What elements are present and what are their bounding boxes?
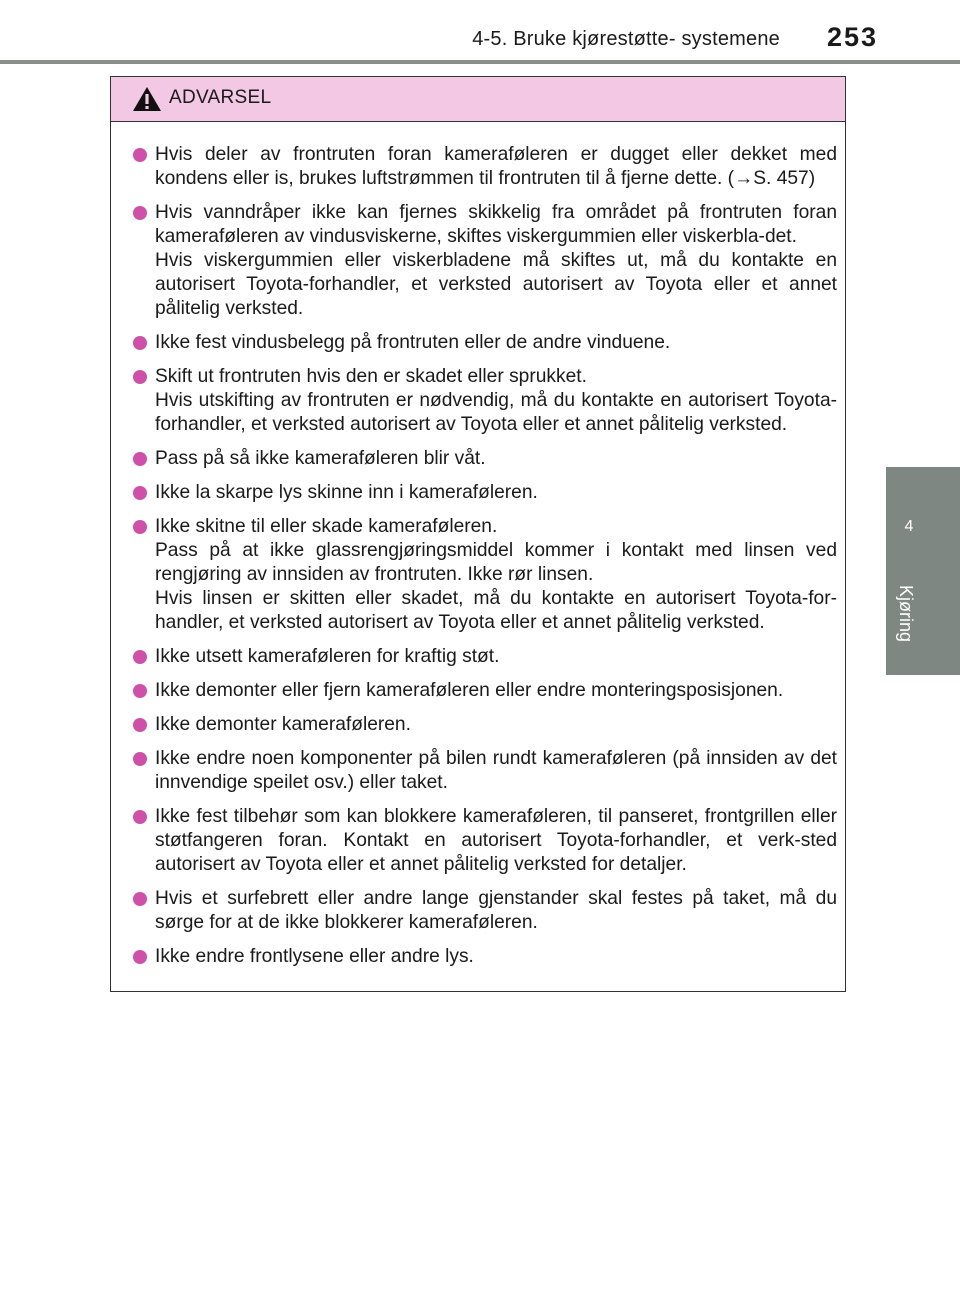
warning-label: ADVARSEL	[169, 87, 272, 108]
warning-text: Ikke fest tilbehør som kan blokkere kameraføleren, til panseret, frontgrillen eller støtfangeren foran. Kontakt en autorisert Toyota-forhandler, et verk-sted autorisert av Toyota eller et annet pålitelig verksted for detaljer.	[155, 806, 837, 875]
warning-item	[111, 945, 837, 969]
warning-text: Hvis linsen er skitten eller skadet, må du kontakte en autorisert Toyota-for-handler, et verksted autorisert av Toyota eller et annet pålitelig verksted.	[155, 588, 837, 633]
warning-text: Hvis viskergummien eller viskerbladene må skiftes ut, må du kontakte en autorisert Toyota-forhandler, et verksted autorisert av Toyota eller et annet pålitelig verksted.	[155, 250, 837, 319]
bullet-icon	[133, 452, 147, 466]
warning-item	[111, 447, 837, 471]
warning-text: Ikke utsett kameraføleren for kraftig støt.	[155, 646, 500, 667]
bullet-icon	[133, 950, 147, 964]
warning-item	[111, 887, 837, 935]
bullet-icon	[133, 684, 147, 698]
warning-text: Ikke la skarpe lys skinne inn i kameraføleren.	[155, 482, 538, 503]
warning-list	[111, 122, 845, 969]
bullet-icon	[133, 520, 147, 534]
warning-item	[111, 645, 837, 669]
bullet-icon	[133, 336, 147, 350]
section-title: 4-5. Bruke kjørestøtte- systemene	[472, 28, 780, 50]
warning-text: Hvis vanndråper ikke kan fjernes skikkelig fra området på frontruten foran kameraføleren av vindusviskerne, skiftes viskergummien eller viskerbla-det.	[155, 202, 837, 247]
warning-item	[111, 805, 837, 877]
bullet-icon	[133, 148, 147, 162]
bullet-icon	[133, 718, 147, 732]
chapter-number: 4	[904, 518, 914, 535]
warning-item	[111, 143, 837, 191]
page-number: 253	[826, 22, 878, 52]
warning-item	[111, 365, 837, 437]
warning-text: Pass på at ikke glassrengjøringsmiddel kommer i kontakt med linsen ved rengjøring av innsiden av frontruten. Ikke rør linsen.	[155, 540, 837, 585]
header-divider	[0, 60, 960, 64]
warning-text: Hvis utskifting av frontruten er nødvendig, må du kontakte en autorisert Toyota-forhandler, et verksted autorisert av Toyota eller et annet pålitelig verksted.	[155, 390, 837, 435]
warning-box	[110, 76, 846, 992]
bullet-icon	[133, 650, 147, 664]
warning-text: Ikke demonter kameraføleren.	[155, 714, 411, 735]
bullet-icon	[133, 892, 147, 906]
warning-item	[111, 331, 837, 355]
bullet-icon	[133, 810, 147, 824]
warning-header	[111, 77, 845, 122]
warning-item	[111, 747, 837, 795]
bullet-icon	[133, 206, 147, 220]
bullet-icon	[133, 370, 147, 384]
warning-text: Ikke fest vindusbelegg på frontruten eller de andre vinduene.	[155, 332, 671, 353]
warning-text: Ikke demonter eller fjern kameraføleren eller endre monteringsposisjonen.	[155, 680, 784, 701]
warning-text: Ikke endre noen komponenter på bilen rundt kameraføleren (på innsiden av det innvendige speilet osv.) eller taket.	[155, 748, 837, 793]
warning-item	[111, 481, 837, 505]
warning-item	[111, 679, 837, 703]
warning-triangle-icon	[132, 86, 162, 112]
warning-text: Skift ut frontruten hvis den er skadet eller sprukket.	[155, 366, 587, 387]
warning-text: Ikke skitne til eller skade kameraføleren.	[155, 516, 498, 537]
bullet-icon	[133, 486, 147, 500]
chapter-label: Kjøring	[896, 585, 916, 643]
bullet-icon	[133, 752, 147, 766]
warning-item	[111, 201, 837, 321]
warning-text: Pass på så ikke kameraføleren blir våt.	[155, 448, 486, 469]
warning-text: Hvis deler av frontruten foran kameraføleren er dugget eller dekket med kondens eller is, brukes luftstrømmen til frontruten til å fjerne dette. (→S. 457)	[155, 144, 837, 189]
warning-text: Ikke endre frontlysene eller andre lys.	[155, 946, 474, 967]
warning-text: Hvis et surfebrett eller andre lange gjenstander skal festes på taket, må du sørge for at de ikke blokkerer kameraføleren.	[155, 888, 837, 933]
warning-item	[111, 515, 837, 635]
chapter-tab	[886, 467, 960, 675]
warning-item	[111, 713, 837, 737]
